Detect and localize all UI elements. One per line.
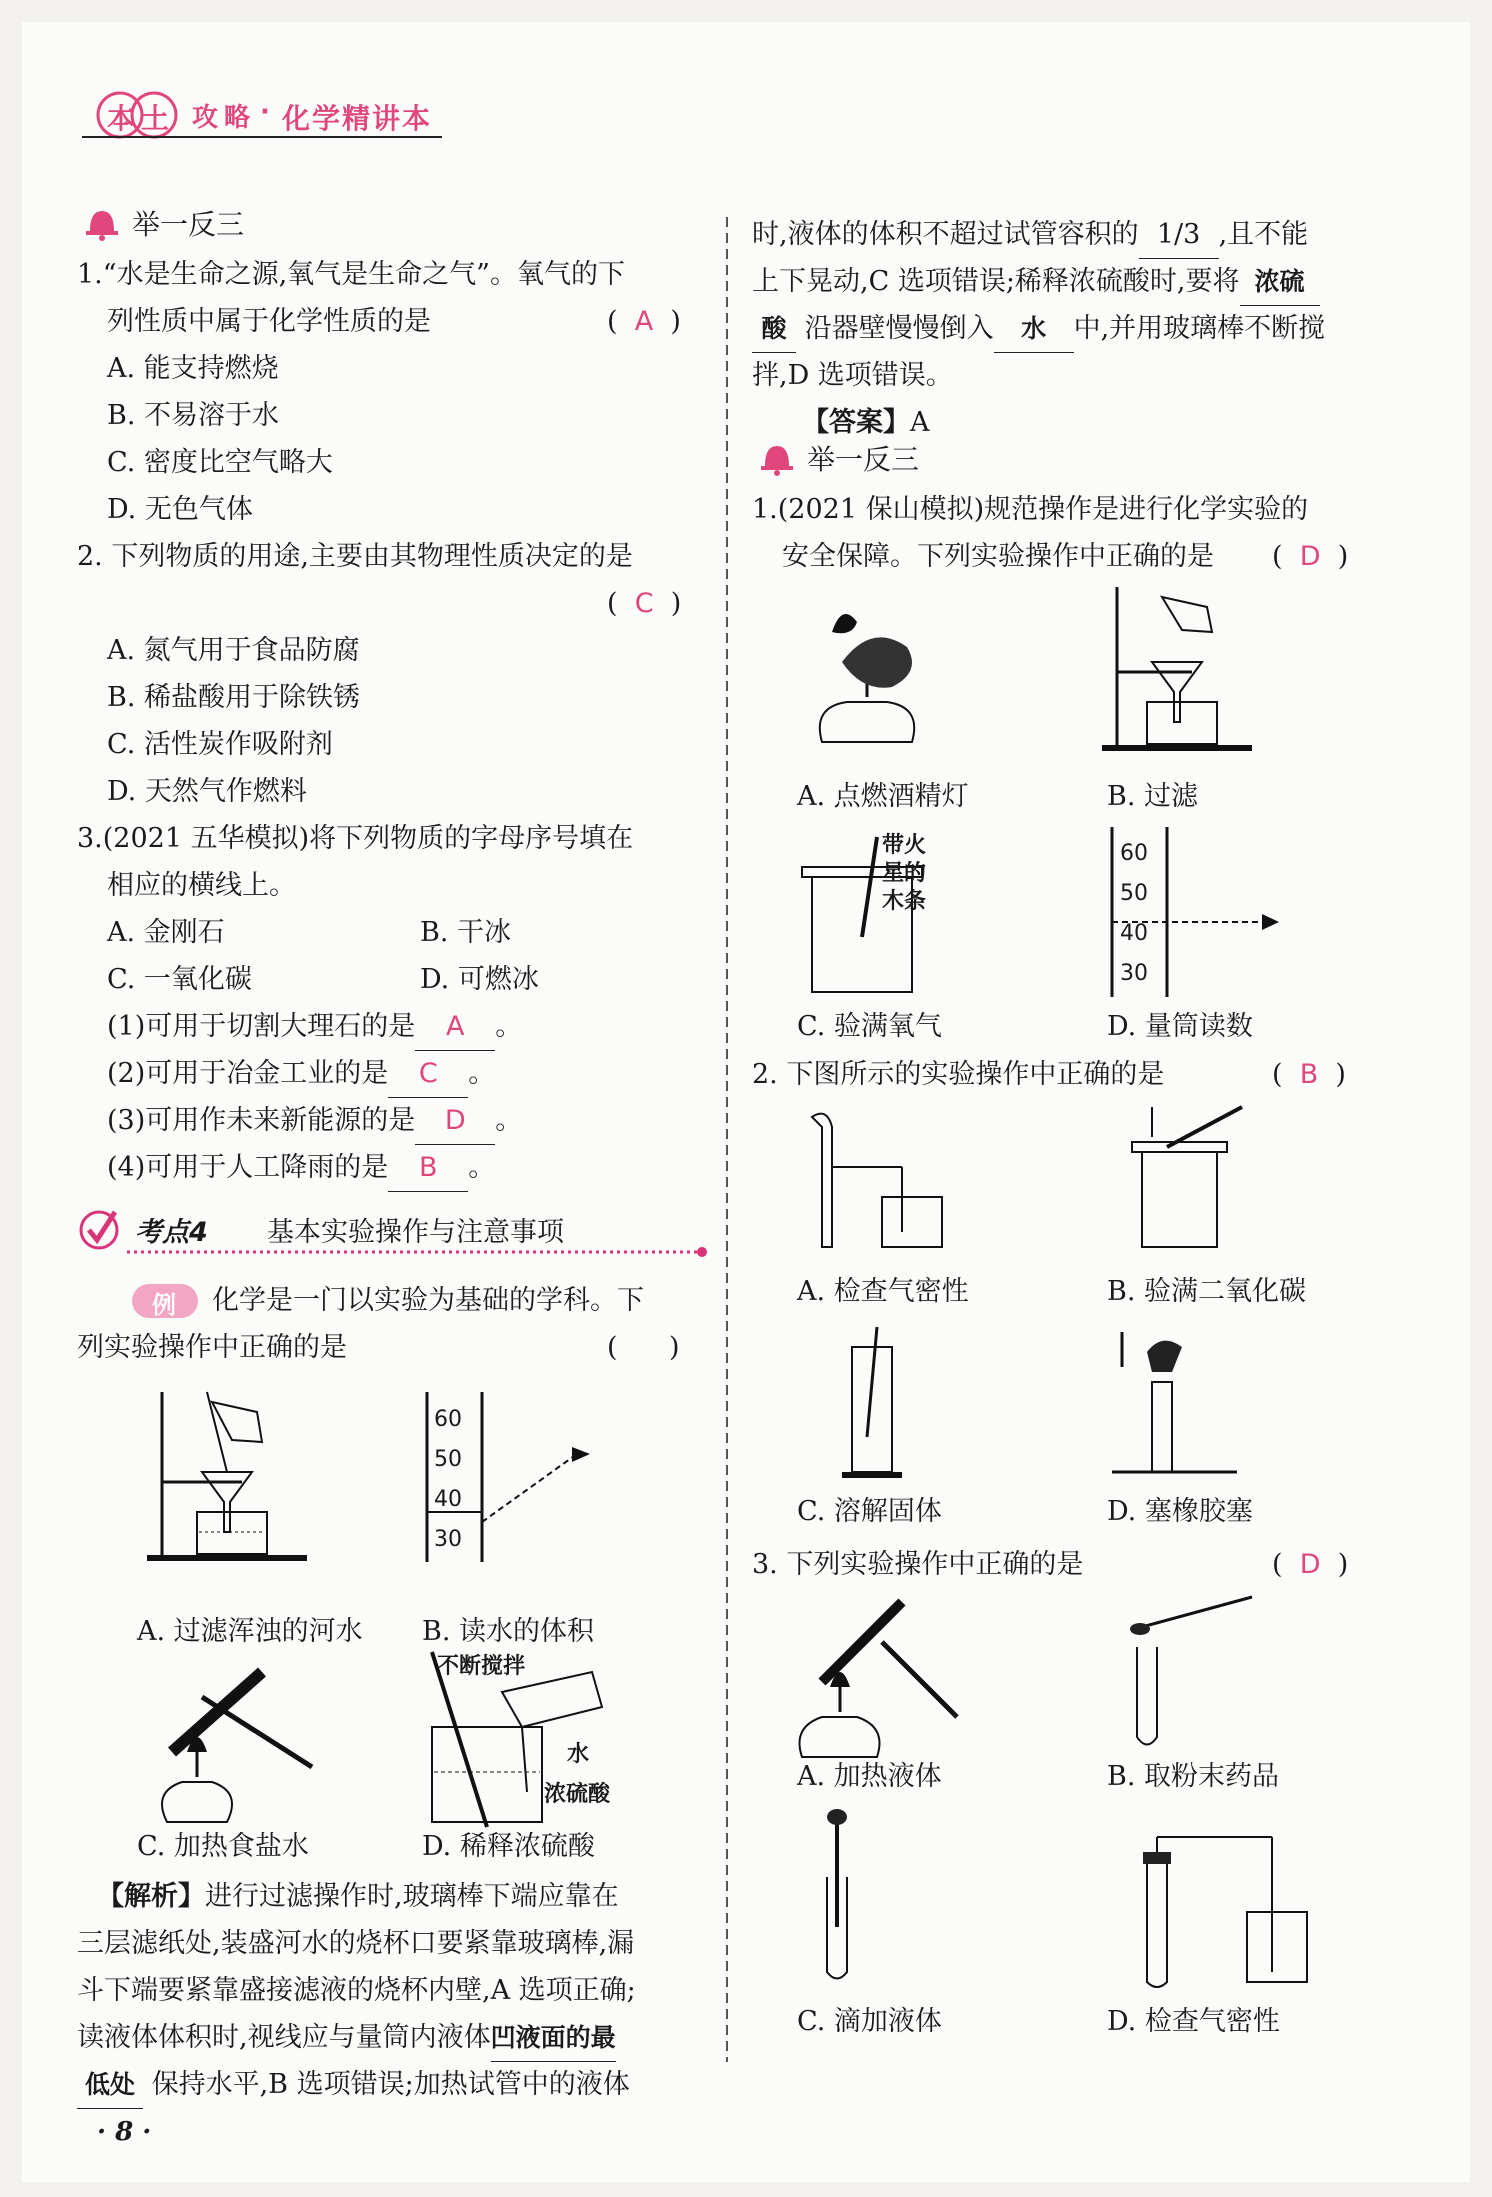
kaodian-label: 考点4 — [135, 1217, 208, 1248]
r-q3-caption-d: D. 检查气密性 — [1107, 2006, 1280, 2037]
kaodian-heading — [77, 1202, 717, 1262]
r-q3-caption-b: B. 取粉末药品 — [1107, 1761, 1280, 1792]
cont-line-3 — [752, 306, 1325, 353]
sub-text: (2)可用于冶金工业的是 — [107, 1058, 389, 1089]
tick-label: 60 — [1120, 841, 1148, 866]
header-char-2: 土 — [141, 102, 170, 135]
analysis-line-1 — [97, 1874, 619, 1920]
paren-left: ( — [607, 588, 618, 619]
dissolve-solid-figure — [837, 1327, 917, 1482]
kaodian-title: 基本实验操作与注意事项 — [267, 1217, 564, 1248]
example-paren: ( ) — [607, 1332, 680, 1363]
r-q3-answer-paren — [1272, 1542, 1348, 1588]
r-q1-stem-2: 安全保障。下列实验操作中正确的是 — [782, 541, 1214, 572]
r-q3-stem-1: 3. 下列实验操作中正确的是 — [752, 1549, 1084, 1580]
cont-blank: 1/3 — [1139, 212, 1219, 259]
r-q2-caption-a: A. 检查气密性 — [797, 1276, 969, 1307]
example-tag-text: 例 — [152, 1291, 176, 1319]
q2-option-d: D. 天然气作燃料 — [107, 776, 307, 807]
analysis-line-2: 三层滤纸处,装盛河水的烧杯口要紧靠玻璃棒,漏 — [77, 1928, 635, 1959]
r-q1-answer: D — [1299, 541, 1321, 572]
r-q1-stem-1: 1.(2021 保山模拟)规范操作是进行化学实验的 — [752, 494, 1309, 525]
section-title: 举一反三 — [132, 208, 245, 241]
powder-figure — [1112, 1587, 1262, 1752]
q3-stem-1: 3.(2021 五华模拟)将下列物质的字母序号填在 — [77, 823, 634, 854]
cont-blank: 浓硫 — [1240, 259, 1320, 306]
sub-text: (4)可用于人工降雨的是 — [107, 1152, 389, 1183]
analysis-text: 进行过滤操作时,玻璃棒下端应靠在 — [205, 1881, 619, 1912]
r-q2-answer-paren — [1272, 1052, 1346, 1098]
sub-answer: B — [418, 1152, 438, 1183]
tick-label: 60 — [434, 1407, 462, 1432]
example-caption-a: A. 过滤浑浊的河水 — [137, 1616, 363, 1647]
q2-answer-paren — [607, 581, 681, 627]
stick-label-line: 星的 — [882, 861, 927, 886]
q2-option-c: C. 活性炭作吸附剂 — [107, 729, 333, 760]
r-q1-caption-c: C. 验满氧气 — [797, 1011, 942, 1042]
q1-option-c: C. 密度比空气略大 — [107, 447, 333, 478]
tick-label: 50 — [434, 1447, 462, 1472]
q1-answer-paren — [607, 299, 681, 345]
sub-answer: D — [444, 1105, 466, 1136]
answer-tag: 【答案】 — [802, 407, 910, 438]
stick-label — [882, 832, 926, 916]
answer-blank — [388, 1145, 468, 1192]
answer-value: A — [910, 407, 930, 438]
r-q2-answer: B — [1299, 1059, 1319, 1090]
r-q3-caption-a: A. 加热液体 — [797, 1761, 942, 1792]
answer-blank — [415, 1004, 495, 1051]
analysis-text: 保持水平,B 选项错误;加热试管中的液体 — [151, 2069, 630, 2100]
tick-label: 40 — [434, 1487, 462, 1512]
q3-option-c: C. 一氧化碳 — [107, 964, 252, 995]
q1-stem-2: 列性质中属于化学性质的是 — [107, 306, 431, 337]
paren-right: ) — [670, 306, 681, 337]
paren-left: ( — [607, 306, 618, 337]
paren-left: ( — [1272, 541, 1283, 572]
r-q1-d-ticks — [1120, 834, 1148, 994]
analysis-line-4 — [77, 2015, 616, 2062]
cont-text: 上下晃动,C 选项错误;稀释浓硫酸时,要将 — [752, 266, 1240, 297]
r-q1-answer-paren — [1272, 534, 1348, 580]
cont-text: ,且不能 — [1218, 219, 1309, 250]
tick-label: 30 — [1120, 961, 1148, 986]
lamp-lighting-figure — [812, 592, 962, 752]
q2-stem-1: 2. 下列物质的用途,主要由其物理性质决定的是 — [77, 541, 633, 572]
sub-text: (1)可用于切割大理石的是 — [107, 1011, 416, 1042]
r-q2-caption-d: D. 塞橡胶塞 — [1107, 1496, 1253, 1527]
header-char-1: 本 — [107, 102, 136, 135]
water-label: 水 — [567, 1742, 590, 1767]
header-title: 化学精讲本 — [282, 102, 433, 135]
sub-end: 。 — [468, 1058, 496, 1089]
q2-option-a: A. 氮气用于食品防腐 — [107, 635, 360, 666]
sub-end: 。 — [495, 1105, 523, 1136]
stick-label-line: 带火 — [882, 833, 927, 858]
analysis-tag: 【解析】 — [97, 1881, 205, 1912]
tick-label: 30 — [434, 1527, 462, 1552]
q1-answer: A — [634, 306, 654, 337]
q3-option-a: A. 金刚石 — [107, 917, 225, 948]
sub-answer: C — [418, 1058, 438, 1089]
header-dot: · — [260, 97, 270, 127]
example-stem-1: 化学是一门以实验为基础的学科。下 — [212, 1285, 644, 1316]
q3-sub-3 — [107, 1098, 522, 1145]
example-stem-2: 列实验操作中正确的是 — [77, 1332, 347, 1363]
r-q3-caption-c: C. 滴加液体 — [797, 2006, 942, 2037]
q3-option-d: D. 可燃冰 — [420, 964, 539, 995]
sub-end: 。 — [495, 1011, 523, 1042]
stick-label-line: 木条 — [882, 889, 927, 914]
bell-icon — [757, 438, 797, 478]
cont-line-4: 拌,D 选项错误。 — [752, 360, 953, 391]
example-b-ticks — [434, 1400, 462, 1560]
header-char-3: 攻 — [192, 103, 219, 133]
paren-right: ) — [670, 588, 682, 619]
r-q2-stem-1: 2. 下图所示的实验操作中正确的是 — [752, 1059, 1165, 1090]
bell-icon — [82, 203, 122, 243]
q1-option-a: A. 能支持燃烧 — [107, 353, 279, 384]
q1-stem-1: 1.“水是生命之源,氧气是生命之气”。氧气的下 — [77, 259, 625, 290]
textbook-page — [22, 22, 1470, 2182]
paren-right: ) — [1337, 1549, 1349, 1580]
r-q2-caption-b: B. 验满二氧化碳 — [1107, 1276, 1307, 1307]
filter-apparatus-figure — [142, 1392, 322, 1572]
analysis-line-3: 斗下端要紧靠盛接滤液的烧杯内壁,A 选项正确; — [77, 1975, 636, 2006]
q3-sub-2 — [107, 1051, 495, 1098]
q1-option-d: D. 无色气体 — [107, 494, 253, 525]
heat-liquid-figure — [792, 1592, 992, 1772]
cont-line-1 — [752, 212, 1308, 259]
cont-text: 沿器壁慢慢倒入 — [804, 313, 994, 344]
co2-check-figure — [1122, 1107, 1252, 1257]
paren-left: ( — [1272, 1549, 1283, 1580]
sub-end: 。 — [468, 1152, 496, 1183]
r-q1-caption-a: A. 点燃酒精灯 — [797, 781, 969, 812]
stir-label: 不断搅拌 — [437, 1654, 526, 1679]
q2-answer: C — [634, 588, 654, 619]
sub-text: (3)可用作未来新能源的是 — [107, 1105, 416, 1136]
paren-left: ( — [1272, 1059, 1283, 1090]
r-filter-figure — [1102, 587, 1262, 757]
analysis-blank-2: 低处 — [77, 2062, 143, 2109]
q3-sub-4 — [107, 1145, 495, 1192]
r-q1-caption-b: B. 过滤 — [1107, 781, 1199, 812]
airtight-check-figure — [792, 1107, 972, 1257]
example-caption-d: D. 稀释浓硫酸 — [422, 1831, 595, 1862]
q3-option-b: B. 干冰 — [420, 917, 512, 948]
cont-blank: 水 — [994, 306, 1074, 353]
q1-option-b: B. 不易溶于水 — [107, 400, 280, 431]
drop-liquid-figure — [812, 1807, 932, 1987]
r-airtight-figure — [1107, 1832, 1307, 1992]
cont-text: 中,并用玻璃棒不断搅 — [1073, 313, 1326, 344]
heat-tube-figure — [132, 1662, 332, 1842]
section-title: 举一反三 — [807, 443, 920, 476]
r-q3-answer: D — [1299, 1549, 1321, 1580]
analysis-text: 读液体体积时,视线应与量筒内液体 — [77, 2022, 491, 2053]
q3-sub-1 — [107, 1004, 522, 1051]
paren-right: ) — [1337, 541, 1349, 572]
acid-label: 浓硫酸 — [544, 1782, 611, 1807]
q3-stem-2: 相应的横线上。 — [107, 870, 296, 901]
header-char-4: 略 — [224, 103, 251, 133]
analysis-blank-1: 凹液面的最 — [491, 2015, 616, 2062]
rubber-stopper-figure — [1107, 1322, 1247, 1482]
answer-blank — [415, 1098, 495, 1145]
example-caption-c: C. 加热食盐水 — [137, 1831, 309, 1862]
cont-blank: 酸 — [752, 306, 796, 353]
r-q1-caption-d: D. 量筒读数 — [1107, 1011, 1253, 1042]
example-caption-b: B. 读水的体积 — [422, 1616, 595, 1647]
q2-option-b: B. 稀盐酸用于除铁锈 — [107, 682, 361, 713]
tick-label: 50 — [1120, 881, 1148, 906]
analysis-line-5 — [77, 2062, 630, 2109]
answer-blank — [388, 1051, 468, 1098]
sub-answer: A — [446, 1011, 465, 1042]
page-number: · 8 · — [97, 2117, 152, 2147]
tick-label: 40 — [1120, 921, 1148, 946]
paren-right: ) — [1335, 1059, 1346, 1090]
cont-text: 时,液体的体积不超过试管容积的 — [752, 219, 1139, 250]
cont-line-2 — [752, 259, 1320, 306]
r-q2-caption-c: C. 溶解固体 — [797, 1496, 942, 1527]
example-tag — [132, 1284, 198, 1318]
